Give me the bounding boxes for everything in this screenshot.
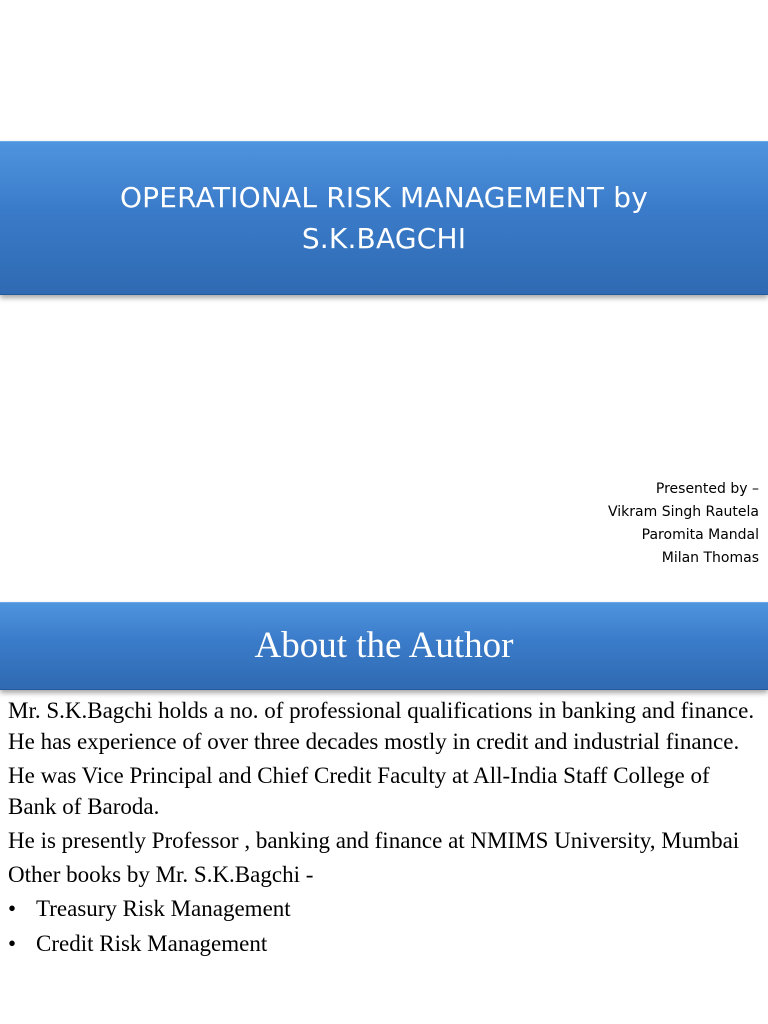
presenter-name: Milan Thomas [661, 550, 759, 566]
book-title: Treasury Risk Management [36, 896, 291, 921]
author-paragraph: Mr. S.K.Bagchi holds a no. of professional qualifications in banking and finance. He has experience of over three decades mostly in credit and industrial finance. [8, 698, 755, 754]
author-paragraph: He was Vice Principal and Chief Credit Faculty at All-India Staff College of Bank of Baroda. [8, 763, 710, 819]
book-list-item [8, 893, 760, 924]
presenter-name: Vikram Singh Rautela [608, 504, 759, 520]
presenter-label: Presented by – [655, 481, 759, 497]
slide-title: OPERATIONAL RISK MANAGEMENT by S.K.BAGCHI [119, 181, 649, 255]
presenter-name: Paromita Mandal [641, 527, 759, 543]
author-slide [0, 600, 768, 1024]
bullet-icon: • [8, 931, 17, 956]
author-body [8, 695, 760, 963]
book-title: Credit Risk Management [36, 931, 268, 956]
author-paragraph: He is presently Professor , banking and finance at NMIMS University, Mumbai [8, 828, 740, 853]
title-banner [0, 141, 768, 295]
author-paragraph: Other books by Mr. S.K.Bagchi - [8, 862, 314, 887]
slide-heading: About the Author [254, 625, 514, 666]
author-heading-banner [0, 602, 768, 690]
presenter-block [608, 478, 759, 570]
bullet-icon: • [8, 896, 17, 921]
book-list-item [8, 928, 760, 959]
